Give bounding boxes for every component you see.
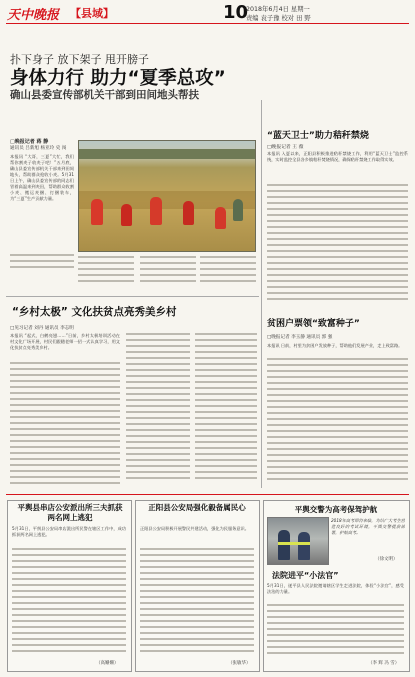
bottom-2-body: 正阳县公安局积极开展警民共建活动，强化为民服务意识。 bbox=[140, 526, 249, 531]
right-story-byline: □晚报记者 王 薇 bbox=[267, 145, 304, 150]
officer-figure bbox=[298, 532, 310, 560]
section-rule bbox=[6, 296, 259, 297]
vest-stripe bbox=[278, 542, 310, 545]
tree-line bbox=[79, 149, 255, 159]
bottom-3-sub-headline: 法院进平“小法官” bbox=[272, 571, 339, 580]
worker-figure bbox=[150, 197, 162, 225]
column-divider bbox=[261, 100, 262, 488]
bottom-3-sub-body: 5月31日，遂平县人民法院邀请辖区学生走进法院，体验“小法官”，感受法治的力量。 bbox=[267, 583, 404, 594]
bottom-rule bbox=[6, 494, 409, 495]
lead-body-column bbox=[140, 256, 196, 292]
lead-body-column bbox=[10, 254, 74, 274]
bottom-3-quote: 2018年高考即将来临，为给广大考生营造良好的考试环境，平舆交警提前部署，护航高考。 bbox=[331, 518, 405, 535]
worker-figure bbox=[91, 199, 103, 225]
date-line: 2018年6月4日 星期一 bbox=[246, 6, 310, 13]
lead-body-column bbox=[200, 256, 256, 292]
right-lower-column bbox=[267, 358, 408, 484]
mid-story-body: 本报讯 “起式，白鹤亮翅……”日前，乡村太极培训活动在村文化广场开展，村民们跟随老师一招一式认真学习，用文化扶贫点亮秀美乡村。 bbox=[10, 333, 120, 350]
worker-figure bbox=[233, 199, 243, 221]
field-stripe bbox=[79, 191, 255, 209]
lead-photo bbox=[78, 140, 256, 252]
bottom-3-headline: 平舆交警为高考保驾护航 bbox=[294, 505, 378, 514]
bottom-1-headline: 平舆县串店公安派出所三夫抓获两名网上逃犯 bbox=[17, 503, 123, 522]
mid-story-column bbox=[126, 333, 190, 486]
worker-figure bbox=[121, 204, 132, 226]
bottom-3-column bbox=[267, 604, 404, 658]
right-story-headline: “蓝天卫士”助力秸秆禁烧 bbox=[267, 131, 369, 141]
right-story-column bbox=[267, 184, 408, 268]
page-number: 10 bbox=[223, 2, 249, 23]
mid-story-column bbox=[10, 362, 120, 486]
lead-headline: 身体力行 助力“夏季总攻” bbox=[10, 68, 226, 89]
section-label: 【县域】 bbox=[70, 7, 114, 20]
lead-byline: □晚报记者 蒋 静 bbox=[10, 139, 49, 145]
bottom-1-source: （高姗姗） bbox=[96, 661, 119, 666]
right-lower-byline: □晚报记者 李玉静 通讯员 郭 强 bbox=[267, 335, 333, 340]
bottom-3-sub-source: （李 辉 冯 雪） bbox=[368, 661, 400, 666]
mid-story-column bbox=[195, 333, 257, 486]
lead-subtitle: 确山县委宣传部机关干部到田间地头帮扶 bbox=[10, 89, 199, 101]
bottom-2-headline: 正阳县公安局强化毅备属民心 bbox=[148, 503, 246, 512]
bottom-1-column bbox=[12, 548, 126, 658]
worker-figure bbox=[183, 201, 194, 225]
right-lower-headline: 贫困户票领“致富种子” bbox=[267, 319, 360, 329]
right-story-body: 本报讯 入夏以来，正阳县积极推进秸秆禁烧工作，利用“蓝天卫士”监控系统，实时监控全县各乡镇秸秆焚烧情况，确保秸秆禁烧工作取得实效。 bbox=[267, 151, 408, 162]
masthead-rule bbox=[6, 23, 409, 24]
officer-figure bbox=[278, 530, 290, 560]
bottom-2-source: （张敏华） bbox=[228, 661, 251, 666]
mid-story-headline: “乡村太极” 文化扶贫点亮秀美乡村 bbox=[12, 306, 177, 318]
right-lower-body: 本报讯 日前，村里为贫困户发放种子，帮助他们发展产业，走上致富路。 bbox=[267, 343, 403, 348]
newspaper-logo: 天中晚报 bbox=[7, 8, 60, 23]
lead-body-column bbox=[78, 256, 134, 292]
right-story-column bbox=[267, 268, 408, 304]
lead-byline-2: 通讯员 吕新旭 杨亚玲 史 闯 bbox=[10, 146, 67, 151]
bottom-2-column bbox=[140, 548, 254, 658]
masthead bbox=[0, 0, 415, 44]
police-photo bbox=[267, 517, 329, 565]
mid-story-byline: □见习记者 刘丹 通讯员 李志明 bbox=[10, 326, 74, 331]
editor-line: 责编 袁子豫 校对 田 野 bbox=[246, 15, 311, 22]
worker-figure bbox=[215, 207, 226, 229]
bottom-3-quote-source: （徐文明） bbox=[375, 557, 398, 562]
lead-kicker: 扑下身子 放下架子 甩开膀子 bbox=[10, 53, 149, 66]
bottom-1-body: 5月31日，平舆县公安局串店派出所民警在辖区工作中，成功抓获两名网上逃犯。 bbox=[12, 526, 126, 537]
lead-body: 本报讯 “大哥，三夏”大忙，我们帮你割麦子收麦子吧！”五月底，确山县委宣传部机关干部来到田间地头，帮助群众抢收小麦。5月31日上午，确山县委宣传部的同志们冒着高温来到麦田，帮助群众收割小麦、搬运麦捆、打捆装车，为“三夏”生产贡献力量。 bbox=[10, 154, 74, 201]
